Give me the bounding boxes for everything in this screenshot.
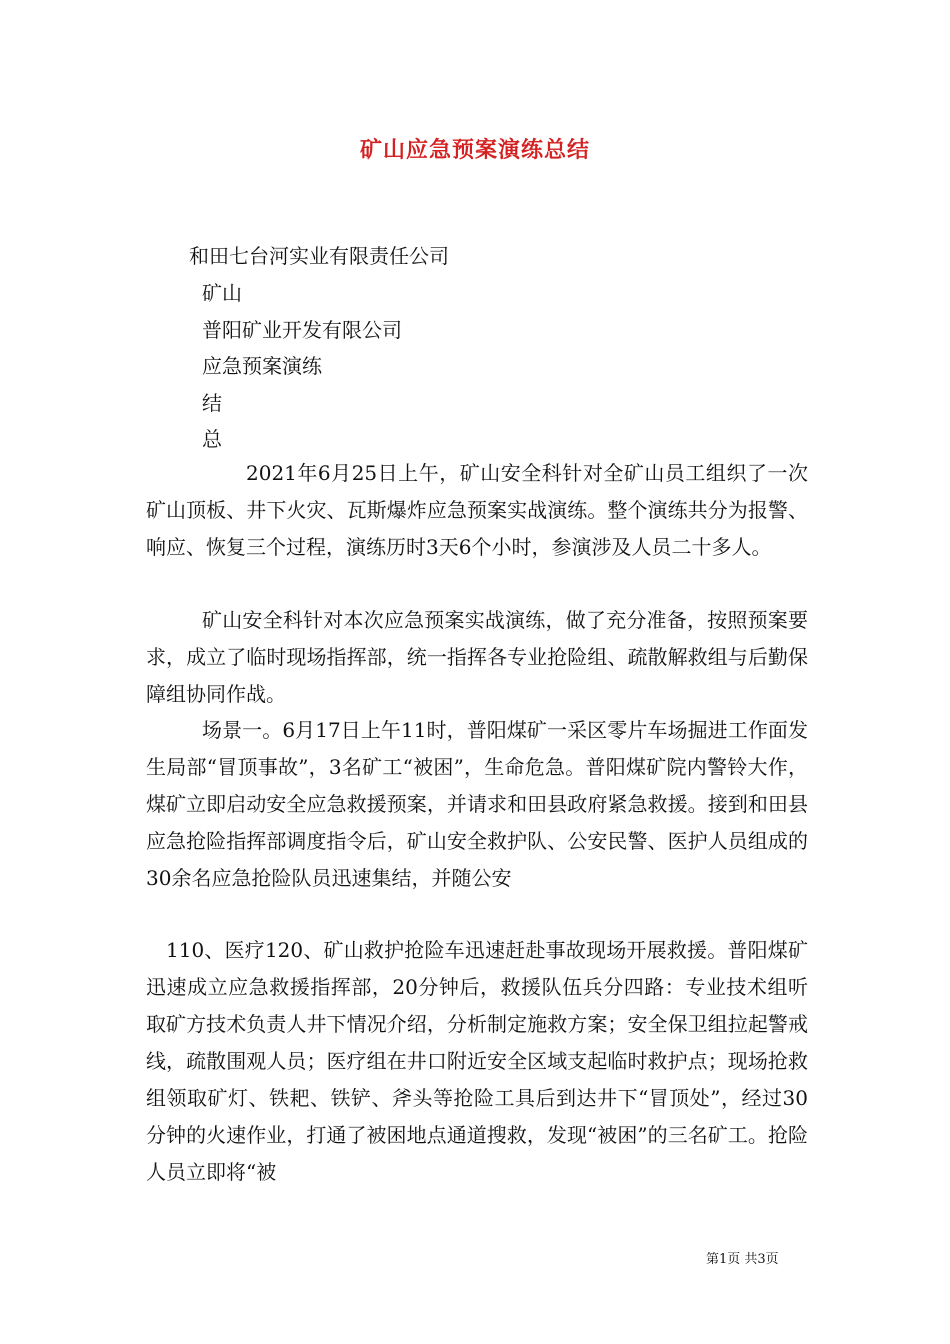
paragraph-3: 场景一。6月17日上午11时，普阳煤矿一采区零片车场掘进工作面发生局部“冒顶事故”，3名矿工“被困”，生命危急。普阳煤矿院内警铃大作，煤矿立即启动安全应急救援预案，并请求和田县政府紧急救援。接到和田县应急抢险指挥部调度指令后，矿山安全救护队、公安民警、医护人员组成的30余名应急抢险队员迅速集结，并随公安	[146, 718, 808, 890]
paragraph-1: 2021年6月25日上午，矿山安全科针对全矿山员工组织了一次矿山顶板、井下火灾、瓦斯爆炸应急预案实战演练。整个演练共分为报警、响应、恢复三个过程，演练历时3天6个小时，参演涉及人员二十多人。	[146, 461, 808, 559]
paragraph-4: 110、医疗120、矿山救护抢险车迅速赶赴事故现场开展救援。普阳煤矿迅速成立应急救援指挥部，20分钟后，救援队伍兵分四路：专业技术组听取矿方技术负责人井下情况介绍，分析制定施救方案；安全保卫组拉起警戒线，疏散围观人员；医疗组在井口附近安全区域支起临时救护点；现场抢救组领取矿灯、铁耙、铁铲、斧头等抢险工具后到达井下“冒顶处”，经过30分钟的火速作业，打通了被困地点通道搜救，发现“被困”的三名矿工。抢险人员立即将“被	[146, 938, 808, 1184]
mine-label-line: 矿山	[202, 281, 242, 305]
drill-heading-line: 应急预案演练	[202, 354, 322, 378]
company-name-line-2: 普阳矿业开发有限公司	[202, 318, 402, 342]
company-name-line: 和田七台河实业有限责任公司	[189, 244, 449, 268]
document-title: 矿山应急预案演练总结	[359, 137, 590, 163]
heading-char-1: 结	[202, 391, 222, 415]
page-number-footer: 第1页 共3页	[706, 1252, 779, 1267]
paragraph-2: 矿山安全科针对本次应急预案实战演练，做了充分准备，按照预案要求，成立了临时现场指挥部，统一指挥各专业抢险组、疏散解救组与后勤保障组协同作战。	[146, 608, 808, 706]
heading-char-2: 总	[202, 427, 222, 451]
